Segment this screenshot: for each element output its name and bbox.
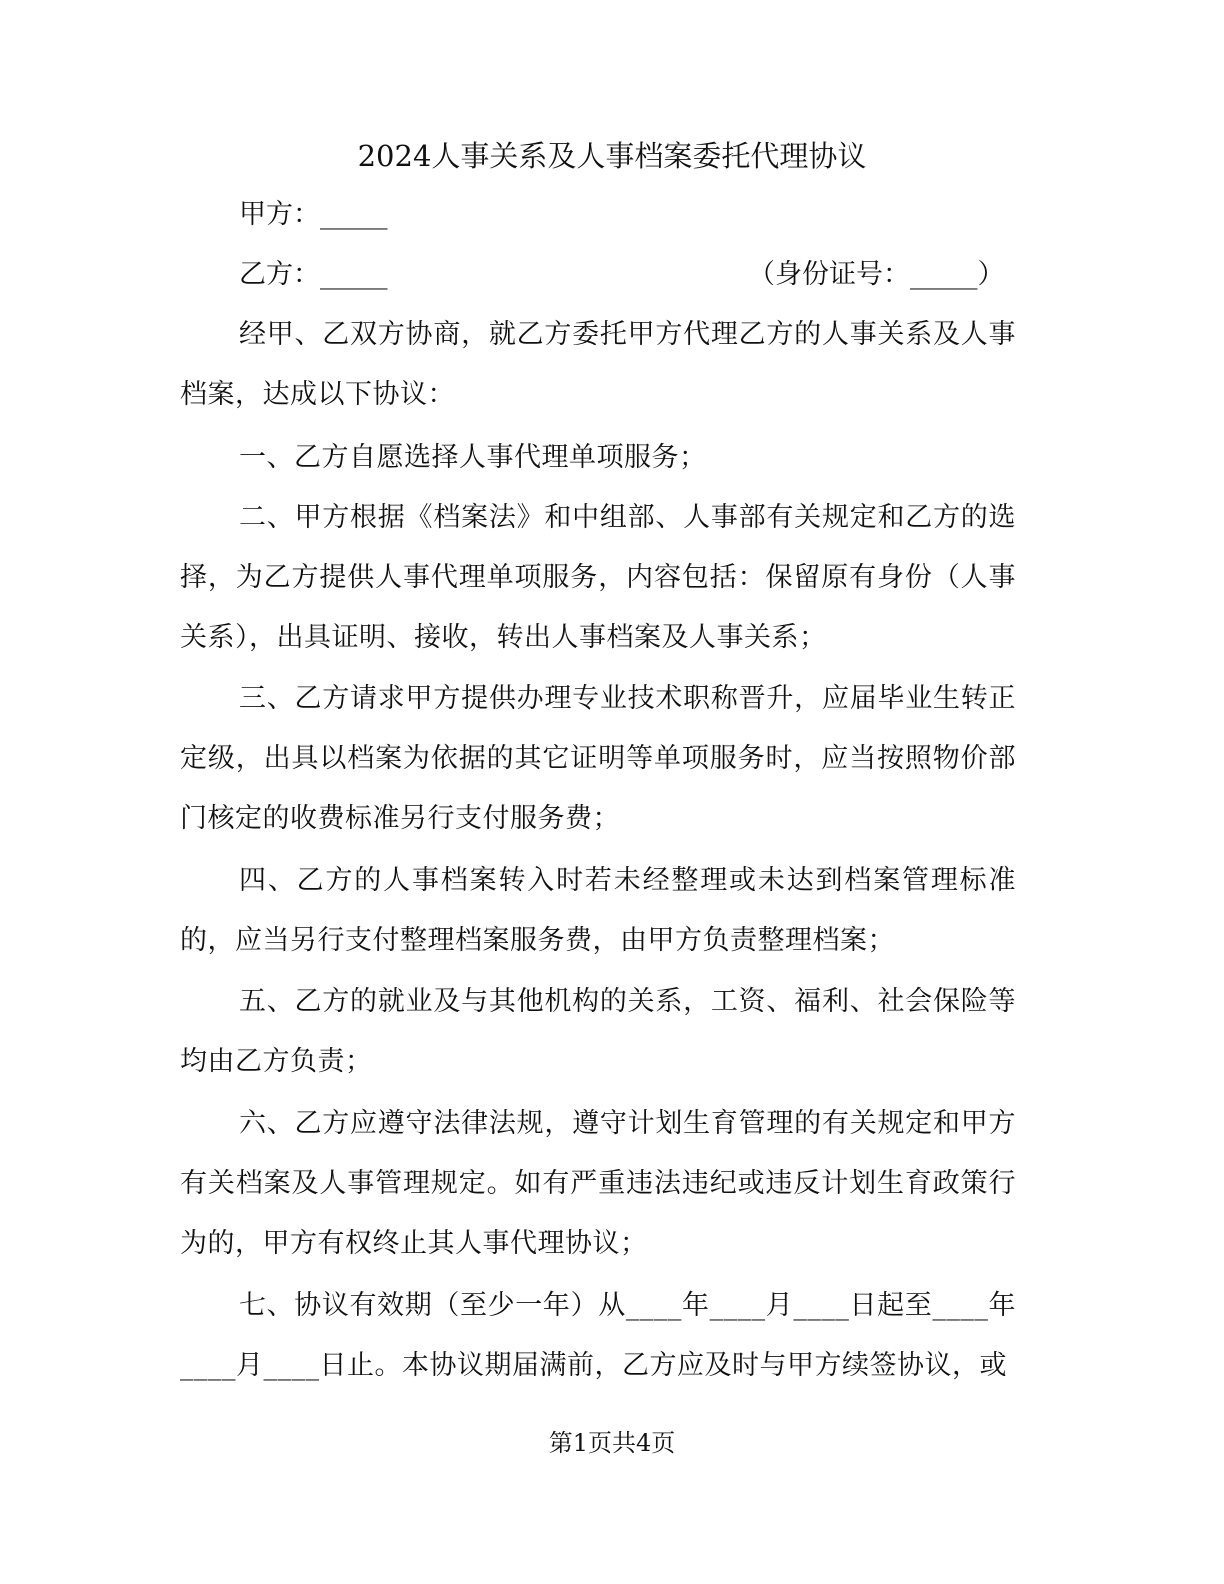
party-b-line: 乙方：_____ [239, 259, 388, 290]
clause-5: 五、乙方的就业及与其他机构的关系，工资、福利、社会保险等均由乙方负责； [180, 986, 1016, 1077]
intro-paragraph: 经甲、乙双方协商，就乙方委托甲方代理乙方的人事关系及人事档案，达成以下协议： [180, 319, 1016, 410]
clause-3: 三、乙方请求甲方提供办理专业技术职称晋升，应届毕业生转正定级，出具以档案为依据的其它证明等单项服务时，应当按照物价部门核定的收费标准另行支付服务费； [180, 683, 1016, 834]
party-a-line: 甲方：_____ [239, 199, 388, 230]
clause-1: 一、乙方自愿选择人事代理单项服务； [239, 442, 707, 473]
clause-7: 七、协议有效期（至少一年）从____年____月____日起至____年____月____日止。本协议期届满前，乙方应及时与甲方续签协议，或 [180, 1290, 1016, 1381]
page-number-footer: 第1页共4页 [548, 1429, 676, 1457]
clause-6: 六、乙方应遵守法律法规，遵守计划生育管理的有关规定和甲方有关档案及人事管理规定。如有严重违法违纪或违反计划生育政策行为的，甲方有权终止其人事代理协议； [180, 1108, 1016, 1259]
clause-4: 四、乙方的人事档案转入时若未经整理或未达到档案管理标准的，应当另行支付整理档案服务费，由甲方负责整理档案； [180, 865, 1016, 956]
clause-2: 二、甲方根据《档案法》和中组部、人事部有关规定和乙方的选择，为乙方提供人事代理单项服务，内容包括：保留原有身份（人事关系），出具证明、接收，转出人事档案及人事关系； [180, 502, 1016, 653]
party-b-id-line: （身份证号：_____） [748, 259, 1005, 290]
document-title: 2024人事关系及人事档案委托代理协议 [357, 139, 867, 173]
